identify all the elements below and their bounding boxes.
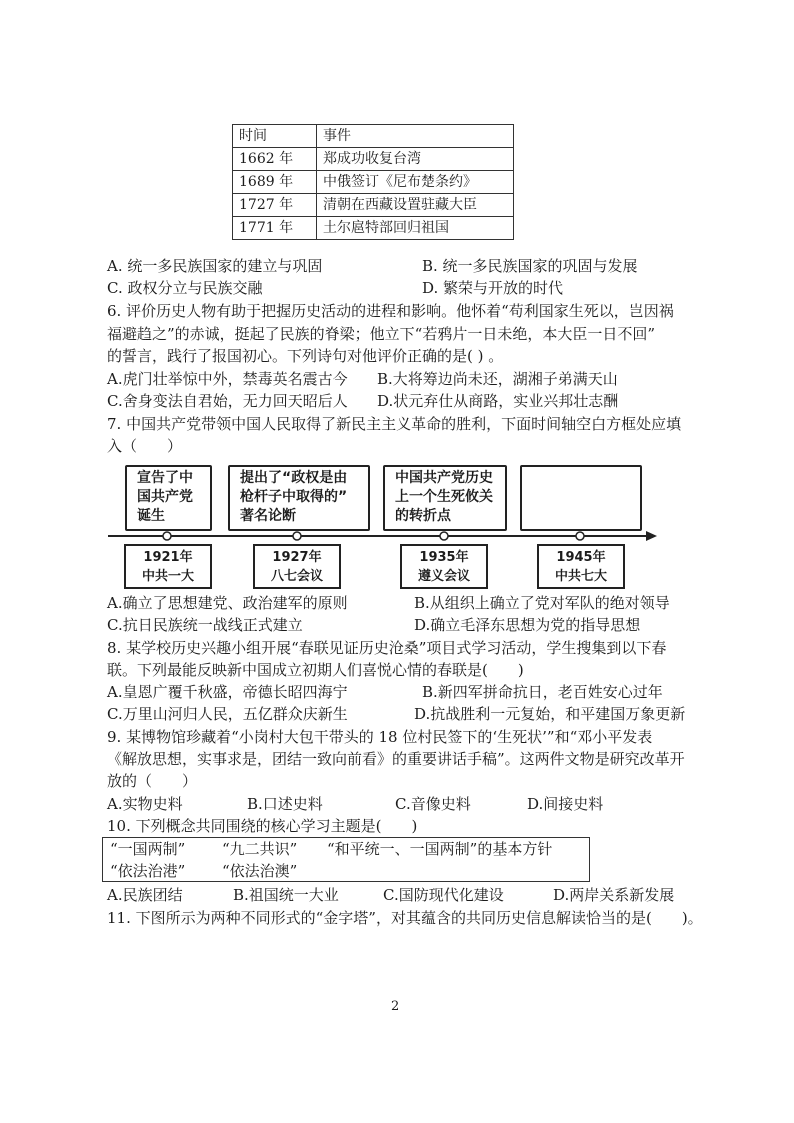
timeline-meeting: 遵义会议 [417, 569, 470, 584]
table-cell-time: 1771 年 [233, 217, 317, 240]
timeline-year: 1935年 [419, 550, 469, 565]
q5-option-b: B. 统一多民族国家的巩固与发展 [422, 257, 638, 275]
timeline-meeting: 中共一大 [141, 569, 194, 584]
q8-option-a: A.皇恩广覆千秋盛，帝德长昭四海宁 [107, 683, 348, 701]
q5-option-d: D. 繁荣与开放的时代 [422, 279, 564, 297]
timeline-desc-line: 提出了“政权是由 [240, 470, 348, 486]
timeline-meeting: 八七会议 [270, 569, 323, 584]
timeline-desc-line: 宣告了中 [137, 470, 193, 486]
table-row [233, 217, 514, 240]
timeline-desc-line: 中国共产党历史 [395, 470, 493, 486]
timeline-year: 1945年 [556, 550, 606, 565]
q10-stem: 10. 下列概念共同围绕的核心学习主题是( ) [107, 817, 418, 835]
q6-option-b: B.大将筹边尚未还，湖湘子弟满天山 [377, 370, 618, 388]
table-row [233, 171, 514, 194]
timeline-year: 1921年 [143, 550, 193, 565]
timeline-year-box [124, 544, 212, 589]
q11-stem: 11. 下图所示为两种不同形式的“金字塔”，对其蕴含的共同历史信息解读恰当的是( )。 [107, 909, 703, 927]
q9-stem-line: 《解放思想，实事求是，团结一致向前看》的重要讲话手稿”。这两件文物是研究改革开 [107, 750, 685, 768]
timeline-year-box [253, 544, 341, 589]
q10-concept: “一国两制” [110, 840, 186, 858]
page-number: 2 [391, 999, 400, 1014]
q5-option-c: C. 政权分立与民族交融 [107, 279, 263, 297]
q10-option-a: A.民族团结 [107, 886, 183, 904]
q10-concept: “依法治港” [110, 862, 186, 880]
timeline-arrow-icon [646, 531, 657, 541]
event-table [232, 124, 514, 240]
timeline-node [293, 532, 301, 540]
timeline-year: 1927年 [272, 550, 322, 565]
q6-option-d: D.状元弃仕从商路，实业兴邦壮志酬 [377, 392, 619, 410]
table-cell-time: 1662 年 [233, 148, 317, 171]
table-cell-event: 中俄签订《尼布楚条约》 [317, 171, 514, 194]
table-header-event: 事件 [317, 125, 514, 148]
timeline-desc-line: 枪杆子中取得的” [240, 489, 348, 505]
table-cell-event: 郑成功收复台湾 [317, 148, 514, 171]
q6-stem-line: 6. 评价历史人物有助于把握历史活动的进程和影响。他怀着“苟利国家生死以，岂因祸 [107, 302, 674, 320]
table-cell-event: 土尔扈特部回归祖国 [317, 217, 514, 240]
q10-concept: “依法治澳” [222, 862, 298, 880]
timeline-desc-box-blank [520, 465, 642, 531]
q7-option-c: C.抗日民族统一战线正式建立 [107, 616, 303, 634]
timeline-year-box [537, 544, 625, 589]
q7-option-a: A.确立了思想建党、政治建军的原则 [107, 594, 348, 612]
q9-stem-line: 9. 某博物馆珍藏着“小岗村大包干带头的 18 位村民签下的‘生死状’”和“邓小平发表 [107, 728, 653, 746]
table-row [233, 194, 514, 217]
q7-option-b: B.从组织上确立了党对军队的绝对领导 [414, 594, 670, 612]
q8-option-d: D.抗战胜利一元复始，和平建国万象更新 [414, 705, 686, 723]
table-cell-time: 1727 年 [233, 194, 317, 217]
table-cell-event: 清朝在西藏设置驻藏大臣 [317, 194, 514, 217]
q10-option-b: B.祖国统一大业 [233, 886, 339, 904]
q6-stem-line: 福避趋之”的赤诚，挺起了民族的脊梁；他立下“若鸦片一日未绝，本大臣一日不回” [107, 325, 656, 343]
timeline-node [440, 532, 448, 540]
q6-option-c: C.舍身变法自君始，无力回天昭后人 [107, 392, 348, 410]
timeline-desc-line: 的转折点 [395, 508, 451, 524]
q5-option-a: A. 统一多民族国家的建立与巩固 [107, 257, 323, 275]
timeline-desc-line: 诞生 [137, 508, 165, 524]
q9-option-a: A.实物史料 [107, 795, 183, 813]
table-cell-time: 1689 年 [233, 171, 317, 194]
q10-concept: “和平统一、一国两制”的基本方针 [327, 840, 553, 858]
timeline-desc-line: 上一个生死攸关 [395, 489, 493, 505]
q7-stem-line: 7. 中国共产党带领中国人民取得了新民主主义革命的胜利，下面时间轴空白方框处应填 [107, 415, 682, 433]
timeline-year-box [400, 544, 488, 589]
timeline-meeting: 中共七大 [554, 569, 607, 584]
q9-option-b: B.口述史料 [247, 795, 323, 813]
timeline-node [163, 532, 171, 540]
table-header-time: 时间 [233, 125, 317, 148]
q8-stem-line: 8. 某学校历史兴趣小组开展“春联见证历史沧桑”项目式学习活动，学生搜集到以下春 [107, 639, 667, 657]
q6-stem-line: 的誓言，践行了报国初心。下列诗句对他评价正确的是( ) 。 [107, 347, 504, 365]
q9-option-c: C.音像史料 [395, 795, 471, 813]
q8-option-c: C.万里山河归人民，五亿群众庆新生 [107, 705, 348, 723]
timeline-desc-line: 国共产党 [137, 489, 193, 505]
timeline-desc-box-1935 [383, 465, 507, 531]
timeline-desc-box-1921 [125, 465, 212, 531]
timeline-node [576, 532, 584, 540]
q8-option-b: B.新四军拼命抗日，老百姓安心过年 [422, 683, 663, 701]
q9-stem-line: 放的（ ） [107, 772, 198, 790]
q9-option-d: D.间接史料 [527, 795, 604, 813]
q10-option-d: D.两岸关系新发展 [553, 886, 675, 904]
timeline-desc-line: 著名论断 [240, 508, 296, 524]
timeline-desc-box-1927 [228, 465, 370, 531]
q10-option-c: C.国防现代化建设 [383, 886, 504, 904]
q7-stem-line: 入（ ） [107, 437, 183, 455]
q6-option-a: A.虎门壮举惊中外，禁毒英名震古今 [107, 370, 348, 388]
q10-concept: “九二共识” [222, 840, 298, 858]
table-row [233, 148, 514, 171]
table-header-row [233, 125, 514, 148]
q8-stem-line: 联。下列最能反映新中国成立初期人们喜悦心情的春联是( ) [107, 661, 524, 679]
q7-option-d: D.确立毛泽东思想为党的指导思想 [414, 616, 641, 634]
timeline-axis [100, 526, 670, 546]
